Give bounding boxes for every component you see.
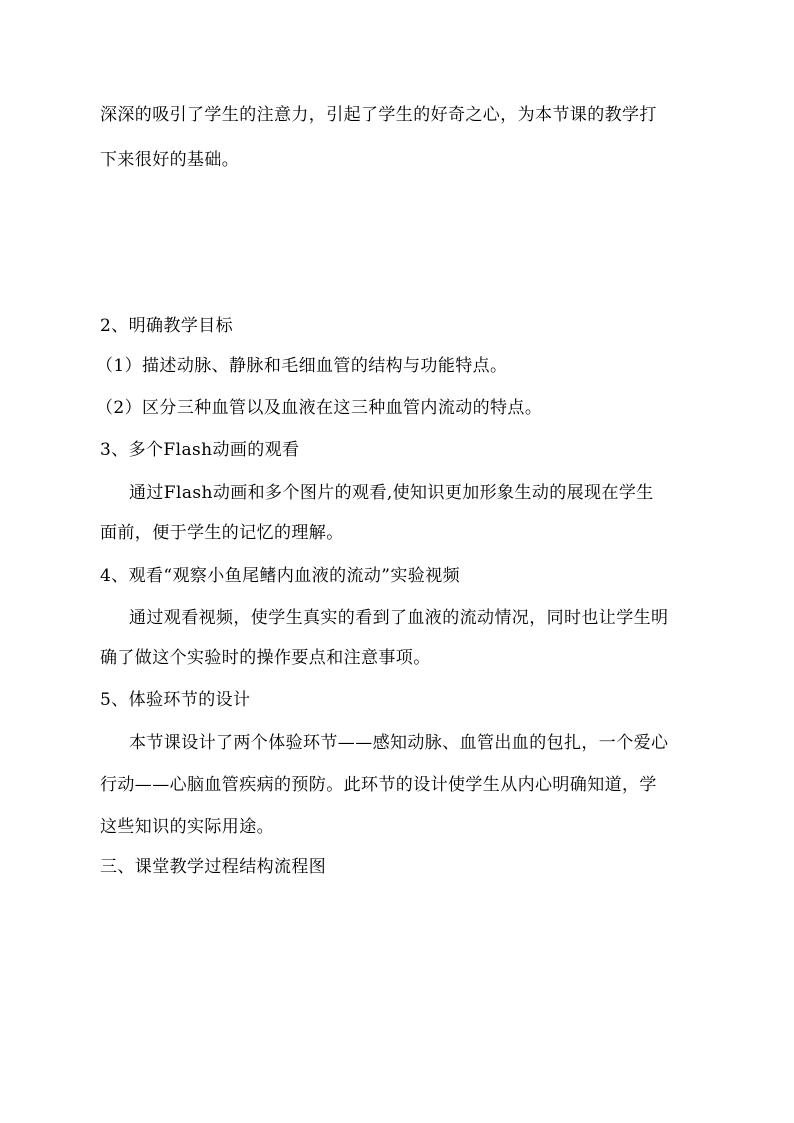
- section-5-paragraph-line-1: 本节课设计了两个体验环节——感知动脉、血管出血的包扎，一个爱心: [129, 733, 669, 753]
- part-3-heading: 三、课堂教学过程结构流程图: [100, 857, 327, 877]
- section-3-heading: 3、多个Flash动画的观看: [100, 440, 300, 460]
- section-5-paragraph-line-3: 这些知识的实际用途。: [100, 817, 274, 837]
- section-4-paragraph-line-1: 通过观看视频，使学生真实的看到了血液的流动情况，同时也让学生明: [129, 608, 669, 628]
- teaching-goal-item-2: （2）区分三种血管以及血液在这三种血管内流动的特点。: [96, 398, 543, 418]
- section-4-paragraph-line-2: 确了做这个实验时的操作要点和注意事项。: [100, 648, 431, 668]
- section-4-heading: 4、观看“观察小鱼尾鳍内血液的流动”实验视频: [100, 566, 460, 586]
- intro-paragraph-line-1: 深深的吸引了学生的注意力，引起了学生的好奇之心，为本节课的教学打: [100, 105, 657, 125]
- section-3-paragraph-line-2: 面前，便于学生的记忆的理解。: [100, 523, 344, 543]
- section-3-paragraph-line-1: 通过Flash动画和多个图片的观看,使知识更加形象生动的展现在学生: [129, 483, 654, 503]
- section-2-heading: 2、明确教学目标: [100, 316, 234, 336]
- section-5-paragraph-line-2: 行动——心脑血管疾病的预防。此环节的设计使学生从内心明确知道，学: [100, 775, 657, 795]
- section-5-heading: 5、体验环节的设计: [100, 690, 251, 710]
- teaching-goal-item-1: （1）描述动脉、静脉和毛细血管的结构与功能特点。: [96, 356, 508, 376]
- intro-paragraph-line-2: 下来很好的基础。: [100, 150, 240, 170]
